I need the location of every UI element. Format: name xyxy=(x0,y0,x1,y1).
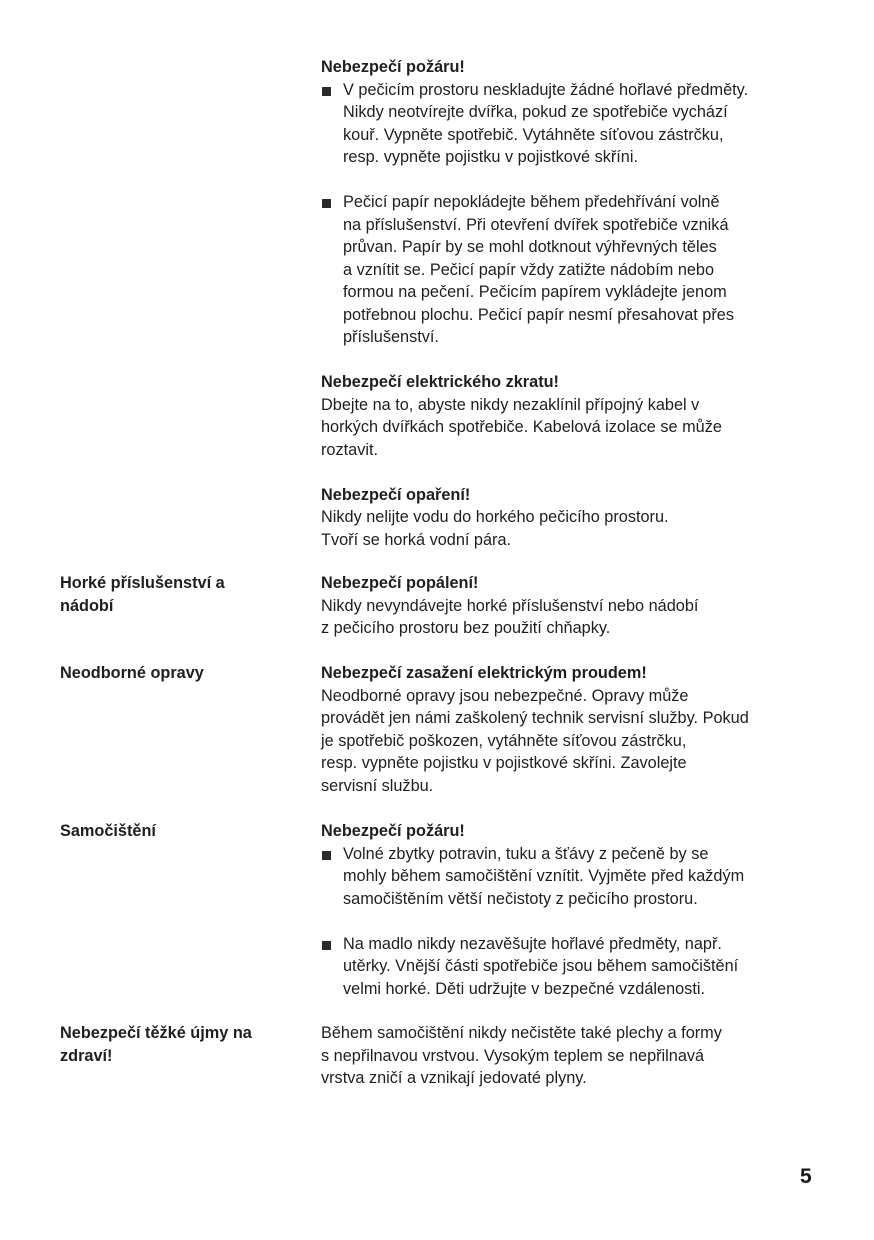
bullet-item xyxy=(321,843,821,911)
text-line: Pečicí papír nepokládejte během předehřívání volně xyxy=(343,193,720,211)
text-line: Nikdy nevyndávejte horké příslušenství nebo nádobí xyxy=(321,596,699,615)
text-line: utěrky. Vnější části spotřebiče jsou během samočištění xyxy=(343,957,739,975)
warning-heading: Nebezpečí popálení! xyxy=(321,574,479,592)
side-label-line: nádobí xyxy=(60,596,114,615)
side-label-line: Nebezpečí těžké újmy na xyxy=(60,1024,252,1042)
warning-heading: Nebezpečí zasažení elektrickým proudem! xyxy=(321,664,647,682)
section-content xyxy=(321,1022,821,1090)
side-label-line: Samočištění xyxy=(60,822,156,840)
text-line: Dbejte na to, abyste nikdy nezaklínil přípojný kabel v xyxy=(321,395,700,414)
text-line: je spotřebič poškozen, vytáhněte síťovou zástrčku, xyxy=(321,731,687,750)
text-line: resp. vypněte pojistku v pojistkové skříni. Zavolejte xyxy=(321,754,687,772)
section-content xyxy=(321,820,821,1000)
warning-heading: Nebezpečí požáru! xyxy=(321,822,465,840)
side-label-line: zdraví! xyxy=(60,1046,113,1065)
side-label-line: Neodborné opravy xyxy=(60,664,204,682)
warning-heading: Nebezpečí elektrického zkratu! xyxy=(321,373,559,391)
square-bullet-icon xyxy=(322,851,331,860)
section-content xyxy=(321,572,821,640)
text-line: Během samočištění nikdy nečistěte také plechy a formy xyxy=(321,1024,722,1042)
text-line: příslušenství. xyxy=(343,328,439,346)
text-line: roztavit. xyxy=(321,440,379,459)
text-line: velmi horké. Děti udržujte v bezpečné vzdálenosti. xyxy=(343,979,705,998)
warning-scalding xyxy=(321,484,821,552)
text-line: formou na pečení. Pečicím papírem vykládejte jenom xyxy=(343,283,727,301)
square-bullet-icon xyxy=(322,199,331,208)
text-line: mohly během samočištění vznítit. Vyjměte před každým xyxy=(343,867,745,885)
text-line: a vznítit se. Pečicí papír vždy zatižte nádobím nebo xyxy=(343,260,715,279)
section-side-label xyxy=(60,820,300,843)
text-line: provádět jen námi zaškolený technik servisní služby. Pokud xyxy=(321,709,749,727)
warning-short-circuit xyxy=(321,371,821,461)
side-label-line: Horké příslušenství a xyxy=(60,574,225,592)
warning-heading: Nebezpečí opaření! xyxy=(321,485,471,504)
section-side-label xyxy=(60,662,300,685)
warning-heading: Nebezpečí požáru! xyxy=(321,58,465,76)
warning-fire xyxy=(321,56,821,349)
text-line: Nikdy nelijte vodu do horkého pečicího prostoru. xyxy=(321,508,669,526)
text-line: vrstva zničí a vznikají jedovaté plyny. xyxy=(321,1069,587,1087)
text-line: resp. vypněte pojistku v pojistkové skříni. xyxy=(343,148,639,166)
text-line: Na madlo nikdy nezavěšujte hořlavé předměty, např. xyxy=(343,934,722,953)
bullet-item xyxy=(321,933,821,1001)
text-line: V pečicím prostoru neskladujte žádné hořlavé předměty. xyxy=(343,80,749,99)
text-line: Nikdy neotvírejte dvířka, pokud ze spotřebiče vychází xyxy=(343,103,728,121)
text-line: samočištěním větší nečistoty z pečicího prostoru. xyxy=(343,889,698,908)
section-side-label xyxy=(60,1022,300,1067)
text-line: horkých dvířkách spotřebiče. Kabelová izolace se může xyxy=(321,418,722,436)
section-content xyxy=(321,662,821,797)
section-side-label xyxy=(60,572,300,617)
bullet-item xyxy=(321,79,821,169)
section-content xyxy=(321,56,821,551)
text-line: Tvoří se horká vodní pára. xyxy=(321,530,512,549)
text-line: Neodborné opravy jsou nebezpečné. Opravy může xyxy=(321,686,689,705)
text-line: servisní službu. xyxy=(321,776,434,795)
square-bullet-icon xyxy=(322,941,331,950)
text-line: potřebnou plochu. Pečicí papír nesmí přesahovat přes xyxy=(343,305,734,324)
text-line: kouř. Vypněte spotřebič. Vytáhněte síťovou zástrčku, xyxy=(343,125,724,144)
text-line: Volné zbytky potravin, tuku a šťávy z pečeně by se xyxy=(343,844,709,863)
text-line: na příslušenství. Při otevření dvířek spotřebiče vzniká xyxy=(343,215,729,234)
text-line: z pečicího prostoru bez použití chňapky. xyxy=(321,619,611,637)
bullet-item xyxy=(321,191,821,349)
page-number: 5 xyxy=(800,1165,812,1188)
square-bullet-icon xyxy=(322,87,331,96)
text-line: s nepřilnavou vrstvou. Vysokým teplem se nepřilnavá xyxy=(321,1046,705,1065)
text-line: průvan. Papír by se mohl dotknout výhřevných těles xyxy=(343,238,717,256)
